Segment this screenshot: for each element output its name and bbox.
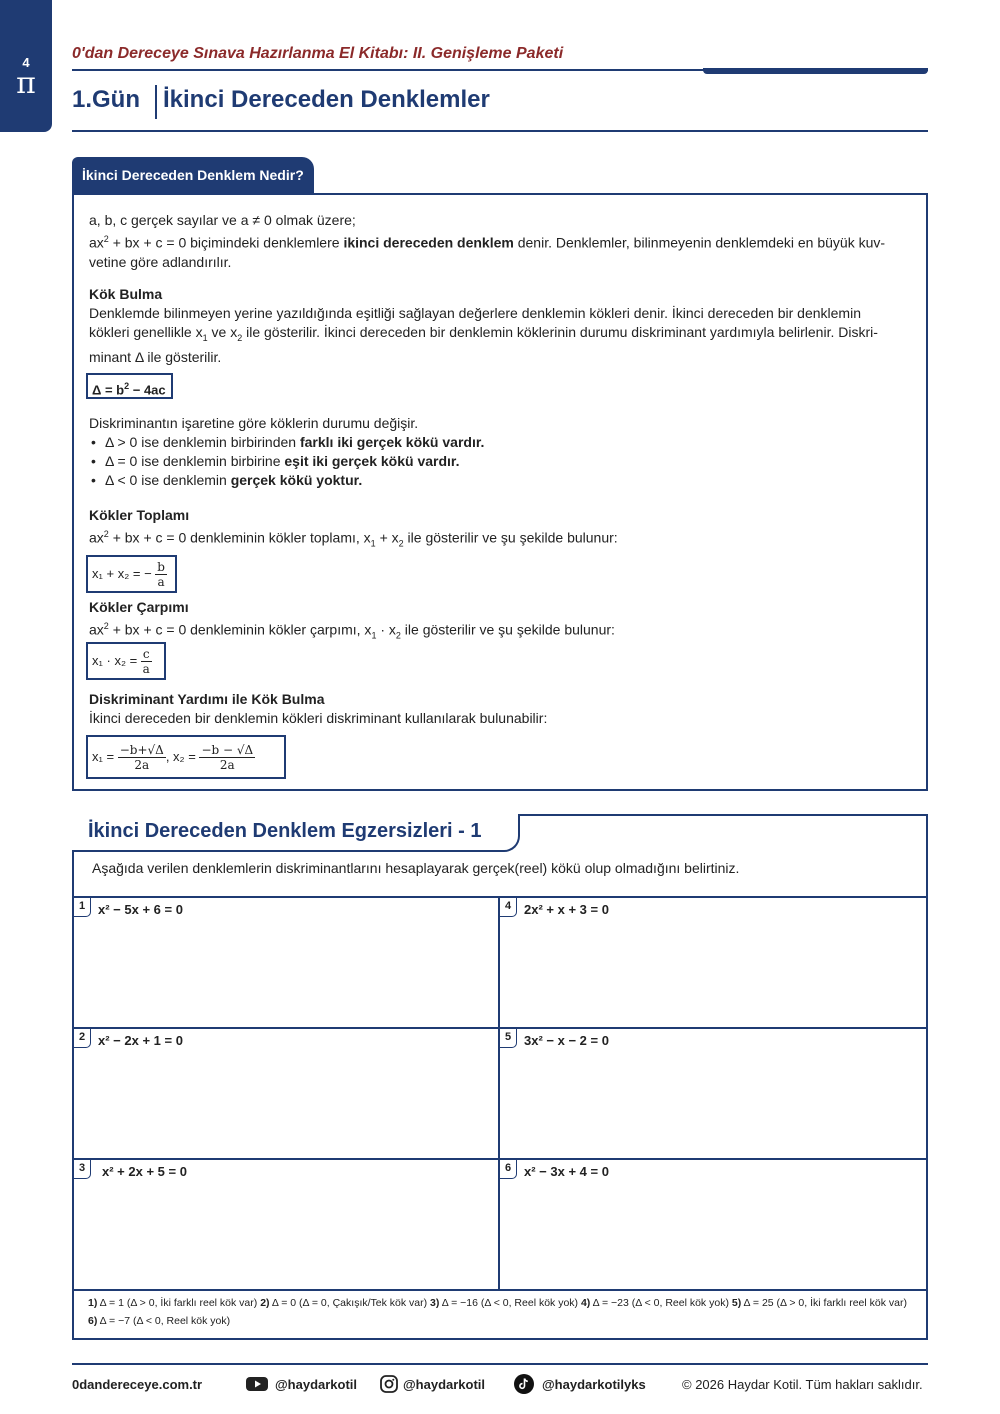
answer-text: Δ = −23 (Δ < 0, Reel kök yok) xyxy=(590,1297,732,1309)
sum-formula-box xyxy=(86,555,177,593)
answer-key xyxy=(88,1294,918,1330)
delta-formula: Δ = b xyxy=(92,382,125,398)
root-line-2-pre: kökleri genellikle x xyxy=(89,324,203,340)
instagram-icon[interactable] xyxy=(380,1375,398,1393)
exercise-number: 6 xyxy=(500,1160,517,1179)
prod-fraction xyxy=(141,647,152,676)
footer-website[interactable]: 0dandereceye.com.tr xyxy=(72,1377,203,1392)
title-divider xyxy=(72,130,928,132)
prod-section xyxy=(89,598,615,645)
answer-number: 5) xyxy=(731,1297,742,1309)
delta-formula-rest: − 4ac xyxy=(129,382,166,398)
exercise-number: 4 xyxy=(500,898,517,917)
exercise-cell-2[interactable] xyxy=(74,1029,500,1160)
exercises-title-tab xyxy=(72,814,520,852)
answer-text: Δ = −16 (Δ < 0, Reel kök yok) xyxy=(439,1297,581,1309)
sum-title: Kökler Toplamı xyxy=(89,507,190,523)
exercise-equation: x² − 5x + 6 = 0 xyxy=(98,902,183,917)
exercise-number: 3 xyxy=(74,1160,91,1179)
root-line-2: kökleri genellikle $x_1$ ve $x_2$ ile gösterilir. İkinci dereceden bir denklemin köklerinin durumu diskriminant yardımıyla belirlenir. Diskri- xyxy=(89,324,878,343)
root-formula-x1: x₁ = xyxy=(92,749,115,764)
exercise-cell-4[interactable] xyxy=(500,898,926,1029)
disc-bullet xyxy=(89,433,484,452)
sum-text-mid2: + x xyxy=(375,529,399,546)
disc-bullet xyxy=(89,471,484,490)
sum-text-pre: ax xyxy=(89,529,104,546)
sum-text-post: ile gösterilir ve şu şekilde bulunur: xyxy=(403,529,618,546)
disc-bullet-list xyxy=(89,433,484,490)
exercise-cell-1[interactable] xyxy=(74,898,500,1029)
root-formula-x2: , x₂ = xyxy=(165,749,196,764)
intro-line-1: a, b, c gerçek sayılar ve a ≠ 0 olmak üzere; xyxy=(89,212,356,228)
footer-youtube[interactable]: @haydarkotil xyxy=(275,1377,358,1392)
page-number: 4 xyxy=(22,55,30,70)
disc-intro: Diskriminantın işaretine göre köklerin durumu değişir. xyxy=(89,415,419,431)
root-line-3: minant Δ ile gösterilir. xyxy=(89,348,222,365)
exercises-instruction: Aşağıda verilen denklemlerin diskriminantlarını hesaplayarak gerçek(reel) kökü olup olmadığını belirtiniz. xyxy=(92,860,740,876)
root-formula-box xyxy=(86,735,286,779)
exercise-equation: x² − 2x + 1 = 0 xyxy=(98,1033,183,1048)
sum-formula-lhs: x₁ + x₂ = − xyxy=(92,566,152,581)
theory-tab-title: İkinci Dereceden Denklem Nedir? xyxy=(72,157,314,193)
intro-eq-rest: + bx + c = 0 biçimindeki denklemlere xyxy=(108,234,344,251)
bullet-text: Δ < 0 ise denklemin xyxy=(105,472,231,488)
intro-text xyxy=(89,211,885,272)
footer-divider xyxy=(72,1363,928,1365)
pi-icon: π xyxy=(16,66,36,101)
tiktok-icon[interactable] xyxy=(514,1374,534,1394)
disc-section xyxy=(89,414,484,490)
root-denominator-1: 2a xyxy=(134,758,150,773)
bullet-bold: gerçek kökü yoktur. xyxy=(230,472,363,488)
root-line-2-mid: ve x xyxy=(207,324,238,340)
delta-formula-box: $\Delta = b^2 - 4ac$ xyxy=(86,373,173,399)
prod-formula-box xyxy=(86,642,166,680)
sum-numerator: b xyxy=(157,560,165,575)
root-numerator-2: −b − √Δ xyxy=(201,743,254,758)
prod-text-mid2: · x xyxy=(376,621,396,638)
title-separator xyxy=(155,85,157,119)
exercises-box xyxy=(72,814,928,1340)
exercise-equation: 3x² − x − 2 = 0 xyxy=(524,1033,609,1048)
answer-text: Δ = 1 (Δ > 0, İki farklı reel kök var) xyxy=(97,1297,261,1309)
exercise-equation: x² − 3x + 4 = 0 xyxy=(524,1164,609,1179)
exercise-equation: 2x² + x + 3 = 0 xyxy=(524,902,609,917)
prod-numerator: c xyxy=(142,647,150,662)
root-line-1: Denklemde bilinmeyen yerine yazıldığında eşitliği sağlayan değerlere denklemin kökleri denir. İkinci dereceden bir denklemin xyxy=(89,305,861,321)
answer-text: Δ = −7 (Δ < 0, Reel kök yok) xyxy=(97,1315,231,1327)
page-number-tab xyxy=(0,0,52,132)
sum-denominator: a xyxy=(157,575,165,590)
exercise-cell-3[interactable] xyxy=(74,1160,500,1291)
root-section xyxy=(89,285,878,367)
sum-section xyxy=(89,506,618,553)
answer-text: Δ = 0 (Δ = 0, Çakışık/Tek kök var) xyxy=(269,1297,431,1309)
intro-line-2: $ax^2$ + bx + c = 0 biçimindeki denklemlere ikinci dereceden denklem denir. Denklemler, bilinmeyenin denklemdeki en büyük kuv- xyxy=(89,234,886,251)
disc-bullet xyxy=(89,452,484,471)
intro-line-3: vetine göre adlandırılır. xyxy=(89,253,232,270)
root-numerator-1: −b+√Δ xyxy=(119,743,164,758)
chapter-title: İkinci Dereceden Denklemler xyxy=(163,86,490,113)
answer-text: Δ = 25 (Δ > 0, İki farklı reel kök var) xyxy=(741,1297,907,1309)
answer-number: 2) xyxy=(260,1297,270,1309)
intro-eq: ax xyxy=(89,234,104,251)
footer-copyright: © 2026 Haydar Kotil. Tüm hakları saklıdır. xyxy=(682,1377,923,1392)
root-line-2-post: ile gösterilir. İkinci dereceden bir denklemin köklerinin durumu diskriminant yardımıyla belirlenir. Diskri- xyxy=(242,324,878,340)
bullet-bold: eşit iki gerçek kökü vardır. xyxy=(284,453,460,469)
footer-instagram[interactable]: @haydarkotil xyxy=(403,1377,486,1392)
prod-text-post: ile gösterilir ve şu şekilde bulunur: xyxy=(400,621,615,638)
prod-denominator: a xyxy=(142,662,150,677)
root-denominator-2: 2a xyxy=(219,758,235,773)
sum-text: $ax^2$ + bx + c = 0 denkleminin kökler toplamı, $x_1 + x_2$ ile gösterilir ve şu şekilde bulunur: xyxy=(89,529,618,549)
prod-text-mid: + bx + c = 0 denkleminin kökler çarpımı, x xyxy=(108,621,372,638)
prod-text: $ax^2$ + bx + c = 0 denkleminin kökler çarpımı, $x_1 \cdot x_2$ ile gösterilir ve şu şekilde bulunur: xyxy=(89,621,615,641)
header-accent-bar xyxy=(703,68,928,74)
bullet-text: Δ > 0 ise denklemin birbirinden xyxy=(105,434,300,450)
exercise-number: 5 xyxy=(500,1029,517,1048)
exercise-equation: x² + 2x + 5 = 0 xyxy=(102,1164,187,1179)
root-title: Kök Bulma xyxy=(89,286,163,302)
bullet-text: Δ = 0 ise denklemin birbirine xyxy=(105,453,285,469)
intro-tail: denir. Denklemler, bilinmeyenin denklemdeki en büyük kuv- xyxy=(513,234,886,251)
answer-number: 6) xyxy=(88,1315,98,1327)
exercise-cell-5[interactable] xyxy=(500,1029,926,1160)
answer-number: 4) xyxy=(580,1297,591,1309)
answer-number: 3) xyxy=(430,1297,440,1309)
root-fraction-1 xyxy=(118,743,166,772)
sum-fraction xyxy=(155,560,167,589)
prod-formula-lhs: x₁ · x₂ = xyxy=(92,653,138,668)
bullet-bold: farklı iki gerçek kökü vardır. xyxy=(299,434,485,450)
day-label: 1.Gün xyxy=(72,86,141,113)
exercise-cell-6[interactable] xyxy=(500,1160,926,1291)
prod-text-pre: ax xyxy=(89,621,104,638)
prod-title: Kökler Çarpımı xyxy=(89,599,189,615)
disc-root-title: Diskriminant Yardımı ile Kök Bulma xyxy=(89,691,325,707)
book-title: 0'dan Dereceye Sınava Hazırlanma El Kitabı: II. Genişleme Paketi xyxy=(72,45,564,62)
root-fraction-2 xyxy=(199,743,255,772)
youtube-icon[interactable] xyxy=(246,1375,268,1393)
answer-number: 1) xyxy=(88,1297,98,1309)
exercise-number: 2 xyxy=(74,1029,91,1048)
exercises-title: İkinci Dereceden Denklem Egzersizleri - 1 xyxy=(88,820,482,842)
theory-box xyxy=(72,193,928,791)
disc-root-text: İkinci dereceden bir denklemin kökleri diskriminant kullanılarak bulunabilir: xyxy=(89,710,548,726)
sum-text-mid: + bx + c = 0 denkleminin kökler toplamı, x xyxy=(108,529,371,546)
exercise-number: 1 xyxy=(74,898,91,917)
intro-bold: ikinci dereceden denklem xyxy=(343,234,514,251)
disc-root-section xyxy=(89,690,547,728)
footer-tiktok[interactable]: @haydarkotilyks xyxy=(542,1377,646,1392)
